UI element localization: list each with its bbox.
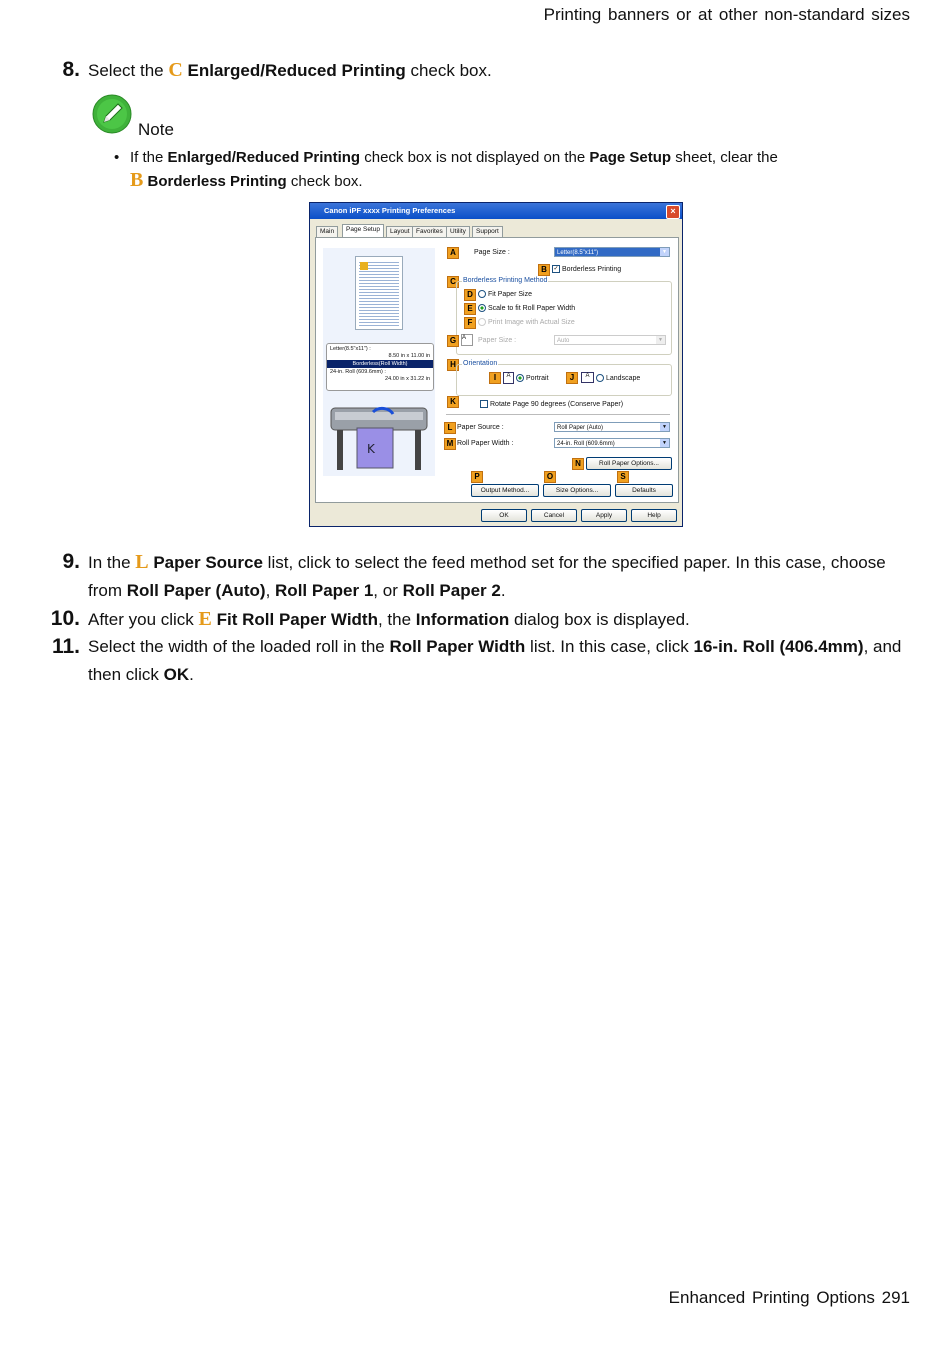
page-setup-panel: [315, 237, 679, 503]
step-number: 8.: [62, 58, 80, 81]
paper-size-label: Paper Size :: [478, 337, 517, 344]
callout-j: J: [566, 372, 578, 384]
landscape-icon: A: [581, 372, 594, 383]
callout-letter: L: [135, 551, 149, 573]
note-label: Note: [138, 120, 174, 139]
roll-paper-options-button[interactable]: Roll Paper Options...: [586, 457, 672, 470]
callout-m: M: [444, 438, 456, 450]
paper-source-label: Paper Source :: [457, 424, 504, 431]
scale-roll-width-radio[interactable]: Scale to fit Roll Paper Width: [478, 304, 575, 312]
running-header: Printing banners or at other non-standard sizes: [543, 5, 910, 24]
page-thumbnail: [355, 256, 403, 330]
output-method-button[interactable]: Output Method...: [471, 484, 539, 497]
page-size-label: Page Size :: [474, 249, 510, 256]
fit-paper-size-radio[interactable]: Fit Paper Size: [478, 290, 532, 298]
callout-e: E: [464, 303, 476, 315]
tab-favorites[interactable]: Favorites: [412, 226, 447, 238]
svg-text:K: K: [367, 442, 375, 456]
tab-support[interactable]: Support: [472, 226, 503, 238]
step-number: 10.: [50, 607, 80, 630]
page-preview: [323, 248, 435, 476]
borderless-checkbox[interactable]: ✓ Borderless Printing: [553, 265, 622, 273]
step-number: 9.: [62, 550, 80, 573]
callout-h: H: [447, 359, 459, 371]
step-text: Select the width of the loaded roll in the Roll Paper Width list. In this case, click 16-in. Roll (406.4mm), and then click OK.: [88, 637, 902, 684]
callout-letter: B: [130, 169, 144, 191]
callout-b: B: [538, 264, 550, 276]
tab-layout[interactable]: Layout: [386, 226, 414, 238]
apply-button[interactable]: Apply: [581, 509, 627, 522]
roll-width-label: Roll Paper Width :: [457, 440, 514, 447]
note-text: • If the Enlarged/Reduced Printing check box is not displayed on the Page Setup sheet, clear the B Borderless Printing check box.: [114, 146, 874, 193]
portrait-radio[interactable]: Portrait: [516, 374, 549, 382]
callout-p: P: [471, 471, 483, 483]
dialog-title-bar: Canon iPF xxxx Printing Preferences ×: [310, 203, 682, 219]
callout-f: F: [464, 317, 476, 329]
tab-page-setup[interactable]: Page Setup: [342, 224, 384, 237]
rotate-page-checkbox[interactable]: Rotate Page 90 degrees (Conserve Paper): [480, 400, 623, 408]
callout-a: A: [447, 247, 459, 259]
print-actual-size-radio[interactable]: Print Image with Actual Size: [478, 318, 575, 326]
ok-button[interactable]: OK: [481, 509, 527, 522]
callout-i: I: [489, 372, 501, 384]
step-number: 11.: [51, 635, 80, 658]
page-size-select[interactable]: Letter(8.5"x11") ▼: [554, 247, 670, 257]
callout-letter: C: [168, 59, 183, 81]
borderless-method-label: Borderless Printing Method: [463, 277, 548, 284]
callout-d: D: [464, 289, 476, 301]
pencil-note-icon: [92, 94, 132, 134]
size-options-button[interactable]: Size Options...: [543, 484, 611, 497]
close-icon[interactable]: ×: [666, 205, 680, 219]
defaults-button[interactable]: Defaults: [615, 484, 673, 497]
callout-l: L: [444, 422, 456, 434]
callout-letter: E: [198, 608, 212, 630]
tab-utility[interactable]: Utility: [446, 226, 470, 238]
running-footer: Enhanced Printing Options 291: [668, 1288, 910, 1307]
step-text: Select the C Enlarged/Reduced Printing check box.: [88, 59, 492, 81]
help-button[interactable]: Help: [631, 509, 677, 522]
callout-c: C: [447, 276, 459, 288]
callout-k: K: [447, 396, 459, 408]
paper-size-select[interactable]: Auto ▼: [554, 335, 666, 345]
paper-size-icon: A: [461, 334, 473, 346]
callout-n: N: [572, 458, 584, 470]
cancel-button[interactable]: Cancel: [531, 509, 577, 522]
step-text: After you click E Fit Roll Paper Width, the Information dialog box is displayed.: [88, 608, 690, 630]
callout-g: G: [447, 335, 459, 347]
printer-illustration-icon: [327, 398, 431, 474]
orientation-label: Orientation: [463, 360, 498, 367]
divider: [446, 414, 670, 415]
printing-preferences-dialog: [309, 202, 683, 527]
callout-o: O: [544, 471, 556, 483]
step-text: In the L Paper Source list, click to select the feed method set for the specified paper. In this case, choose from Roll Paper (Auto), Roll Paper 1, or Roll Paper 2.: [88, 551, 886, 600]
roll-width-select[interactable]: 24-in. Roll (609.6mm) ▼: [554, 438, 670, 448]
tab-main[interactable]: Main: [316, 226, 338, 238]
size-info-box: Letter(8.5"x11") : 8.50 in x 11.00 in Borderless(Roll Width) 24-in. Roll (609.6mm) : 24.00 in x 31.22 in: [326, 343, 434, 391]
portrait-icon: A: [503, 372, 514, 384]
callout-s: S: [617, 471, 629, 483]
paper-source-select[interactable]: Roll Paper (Auto) ▼: [554, 422, 670, 432]
bullet: •: [114, 149, 120, 166]
landscape-radio[interactable]: Landscape: [596, 374, 640, 382]
